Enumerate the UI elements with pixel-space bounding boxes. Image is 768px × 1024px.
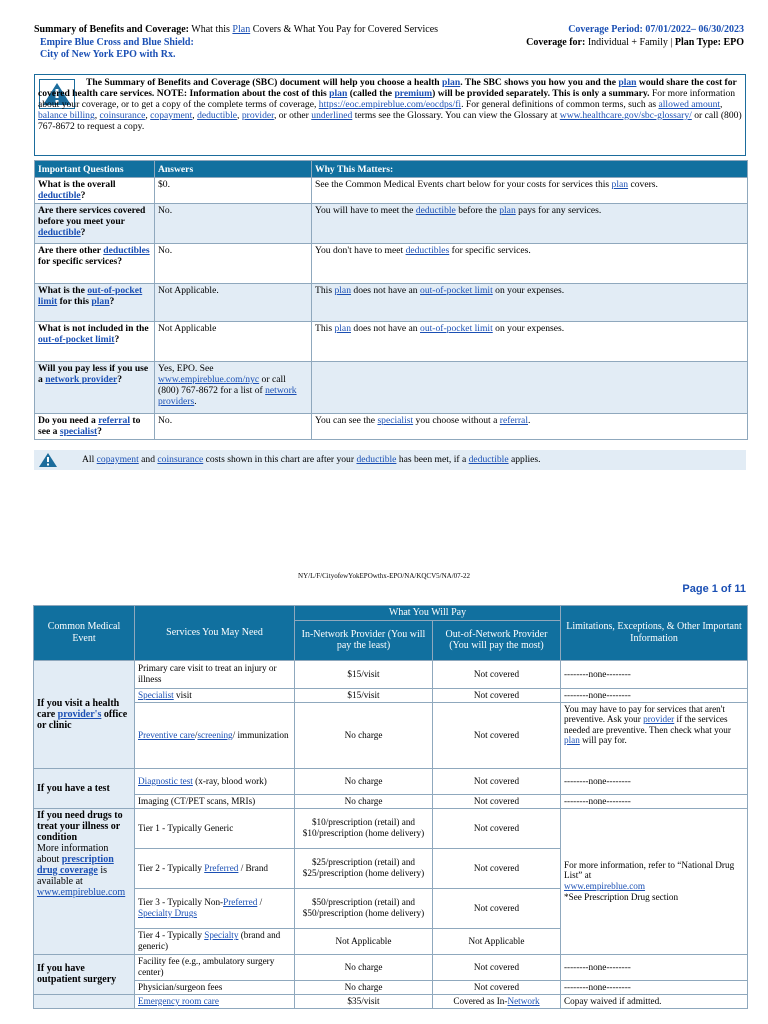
table-row: What is the out-of-pocket limit for this plan? Not Applicable. This plan does not have an out-of-pocket limit on your expenses.	[35, 284, 748, 322]
table-row: Do you need a referral to see a specialist? No. You can see the specialist you choose without a referral.	[35, 414, 748, 440]
document-code: NY/L/F/CityofewYokEPOwthx-EPO/NA/KQCV5/NA/07-22	[298, 572, 470, 580]
table-row: If you need drugs to treat your illness or condition More information about prescription drug coverage is available at www.empireblue.com Tier 1 - Typically Generic $10/prescription (retail) and $10/prescription (home delivery) Not covered For more information, refer to “National Drug List” at www.empireblue.com *See Prescription Drug section	[34, 808, 748, 848]
glossary-link[interactable]: www.healthcare.gov/sbc-glossary/	[559, 110, 692, 121]
col-header-limitations: Limitations, Exceptions, & Other Important Information	[561, 606, 748, 661]
table-row: Tier 3 - Typically Non-Preferred / Specialty Drugs $50/prescription (retail) and $50/prescription (home delivery) Not covered	[34, 888, 748, 928]
sbc-title: Summary of Benefits and Coverage:	[34, 24, 189, 35]
col-header-why: Why This Matters:	[312, 161, 748, 178]
sbc-notice-box	[34, 74, 746, 156]
notice-text: The Summary of Benefits and Coverage (SBC) document will help you choose a health plan. The SBC shows you how you and the plan would share the cost for covered health care services. NOTE: Information about the cost of this plan (called the premium) will be provided separately. This is only a summary. For more information about your coverage, or to get a copy of the complete terms of coverage, https://eoc.empireblue.com/eocdps/fi. For general definitions of common terms, such as allowed amount, balance billing, coinsurance, copayment, deductible, provider, or other underlined terms see the Glossary. You can view the Glossary at www.healthcare.gov/sbc-glossary/ or call (800) 767-8672 to request a copy.	[38, 77, 742, 132]
event-office-visit: If you visit a health care provider's office or clinic	[34, 660, 135, 768]
table-row: If you visit a health care provider's office or clinic Primary care visit to treat an injury or illness $15/visit Not covered --------none--------	[34, 660, 748, 688]
plan-name: City of New York EPO with Rx.	[40, 49, 176, 60]
eoc-link[interactable]: https://eoc.empireblue.com/eocdps/fi	[318, 99, 462, 110]
event-test: If you have a test	[34, 768, 135, 808]
table-row: Physician/surgeon fees No charge Not covered --------none--------	[34, 980, 748, 994]
warning-icon	[38, 452, 58, 468]
page-number: Page 1 of 11	[682, 583, 746, 595]
col-header-what-you-pay: What You Will Pay	[295, 606, 561, 621]
col-header-in-network: In-Network Provider (You will pay the least)	[295, 620, 433, 660]
col-header-questions: Important Questions	[35, 161, 155, 178]
table-row: Are there other deductibles for specific services? No. You don't have to meet deductibles for specific services.	[35, 244, 748, 284]
important-questions-table	[34, 160, 748, 440]
coverage-period: Coverage Period: 07/01/2022– 06/30/2023	[568, 24, 744, 35]
plan-link[interactable]: Plan	[232, 24, 251, 35]
copayment-note: All copayment and coinsurance costs shown in this chart are after your deductible has been met, if a deductible applies.	[34, 450, 746, 470]
medical-events-table	[33, 605, 748, 1009]
table-row: Imaging (CT/PET scans, MRIs) No charge Not covered --------none--------	[34, 794, 748, 808]
insurer-name: Empire Blue Cross and Blue Shield:	[40, 36, 194, 48]
table-row: Emergency room care $35/visit Covered as In-Network Copay waived if admitted.	[34, 994, 748, 1008]
table-row: Tier 4 - Typically Specialty (brand and generic) Not Applicable Not Applicable	[34, 928, 748, 954]
col-header-event: Common Medical Event	[34, 606, 135, 661]
table-row: If you have a test Diagnostic test (x-ray, blood work) No charge Not covered --------none--------	[34, 768, 748, 794]
event-outpatient-surgery: If you have outpatient surgery	[34, 954, 135, 994]
document-header: Summary of Benefits and Coverage: What this Plan Covers & What You Pay for Covered Services Coverage Period: 07/01/2022– 06/30/2023 Empire Blue Cross and Blue Shield: Coverage for: Individual + Family | Plan Type: EPO City of New York EPO with Rx.	[34, 24, 744, 60]
col-header-answers: Answers	[155, 161, 312, 178]
coverage-for: Coverage for: Individual + Family | Plan Type: EPO	[526, 36, 744, 48]
col-header-services: Services You May Need	[135, 606, 295, 661]
table-row: Will you pay less if you use a network provider? Yes, EPO. See www.empireblue.com/nyc or call (800) 767-8672 for a list of network providers.	[35, 362, 748, 414]
col-header-out-network: Out-of-Network Provider (You will pay the most)	[433, 620, 561, 660]
event-drugs: If you need drugs to treat your illness or condition More information about prescription drug coverage is available at www.empireblue.com	[34, 808, 135, 954]
table-row: What is the overall deductible? $0. See the Common Medical Events chart below for your costs for services this plan covers.	[35, 178, 748, 204]
drug-limitations: For more information, refer to “National Drug List” at www.empireblue.com *See Prescription Drug section	[561, 808, 748, 954]
table-row: If you have outpatient surgery Facility fee (e.g., ambulatory surgery center) No charge Not covered --------none--------	[34, 954, 748, 980]
table-row: Preventive care/screening/ immunization No charge Not covered You may have to pay for services that aren't preventive. Ask your provider if the services needed are preventive. Then check what your plan will pay for.	[34, 702, 748, 768]
table-row: Specialist visit $15/visit Not covered --------none--------	[34, 688, 748, 702]
table-row: Are there services covered before you meet your deductible? No. You will have to meet the deductible before the plan pays for any services.	[35, 204, 748, 244]
table-row: Tier 2 - Typically Preferred / Brand $25/prescription (retail) and $25/prescription (home delivery) Not covered	[34, 848, 748, 888]
table-row: What is not included in the out-of-pocket limit? Not Applicable This plan does not have an out-of-pocket limit on your expenses.	[35, 322, 748, 362]
